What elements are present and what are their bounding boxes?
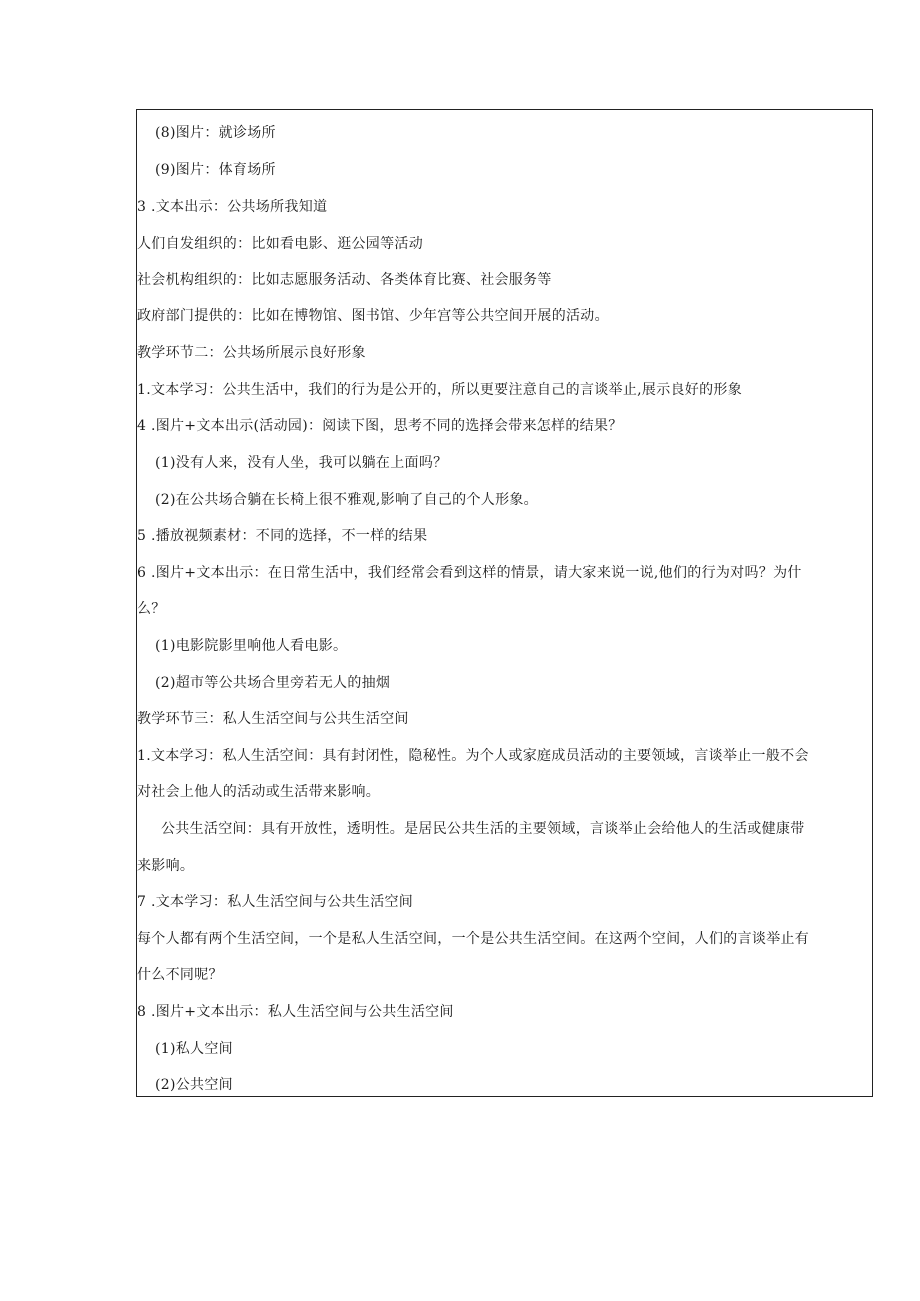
text-line: 公共生活空间：具有开放性，透明性。是居民公共生活的主要领域，言谈举止会给他人的生活或健康带 xyxy=(161,821,805,837)
text-line: 什么不同呢？ xyxy=(137,967,223,983)
text-line: (2)超市等公共场合里旁若无人的抽烟 xyxy=(155,675,391,691)
text-line: 1.文本学习：公共生活中，我们的行为是公开的，所以更要注意自己的言谈举止,展示良好的形象 xyxy=(137,382,743,398)
text-line: 7 .文本学习：私人生活空间与公共生活空间 xyxy=(137,894,414,910)
text-line: (1)电影院影里响他人看电影。 xyxy=(155,638,348,654)
text-line: (9)图片：体育场所 xyxy=(155,162,276,178)
text-line: 8 .图片+文本出示：私人生活空间与公共生活空间 xyxy=(137,1004,454,1020)
text-line: 4 .图片+文本出示(活动园)：阅读下图，思考不同的选择会带来怎样的结果？ xyxy=(137,418,623,434)
section-heading: 教学环节三：私人生活空间与公共生活空间 xyxy=(137,711,409,727)
text-line: (1)私人空间 xyxy=(155,1041,233,1057)
text-line: (2)在公共场合躺在长椅上很不雅观,影响了自己的个人形象。 xyxy=(155,492,538,508)
text-line: 6 .图片+文本出示：在日常生活中，我们经常会看到这样的情景，请大家来说一说,他们的行为对吗？为什 xyxy=(137,565,802,581)
document-table-cell xyxy=(136,109,873,1097)
text-line: 社会机构组织的：比如志愿服务活动、各类体育比赛、社会服务等 xyxy=(137,272,552,288)
text-line: 么？ xyxy=(137,601,166,617)
text-line: 5 .播放视频素材：不同的选择，不一样的结果 xyxy=(137,528,428,544)
text-line: 3 .文本出示：公共场所我知道 xyxy=(137,199,328,215)
text-line: 1.文本学习：私人生活空间：具有封闭性，隐秘性。为个人或家庭成员活动的主要领域，言谈举止一般不会 xyxy=(137,748,809,764)
text-line: 对社会上他人的活动或生活带来影响。 xyxy=(137,784,381,800)
text-line: 政府部门提供的：比如在博物馆、图书馆、少年宫等公共空间开展的活动。 xyxy=(137,308,609,324)
section-heading: 教学环节二：公共场所展示良好形象 xyxy=(137,345,366,361)
text-line: (2)公共空间 xyxy=(155,1077,233,1093)
text-line: 每个人都有两个生活空间，一个是私人生活空间，一个是公共生活空间。在这两个空间，人们的言谈举止有 xyxy=(137,931,810,947)
text-line: 来影响。 xyxy=(137,858,195,874)
text-line: (8)图片：就诊场所 xyxy=(155,125,276,141)
text-line: (1)没有人来，没有人坐，我可以躺在上面吗？ xyxy=(155,455,448,471)
text-line: 人们自发组织的：比如看电影、逛公园等活动 xyxy=(137,236,423,252)
